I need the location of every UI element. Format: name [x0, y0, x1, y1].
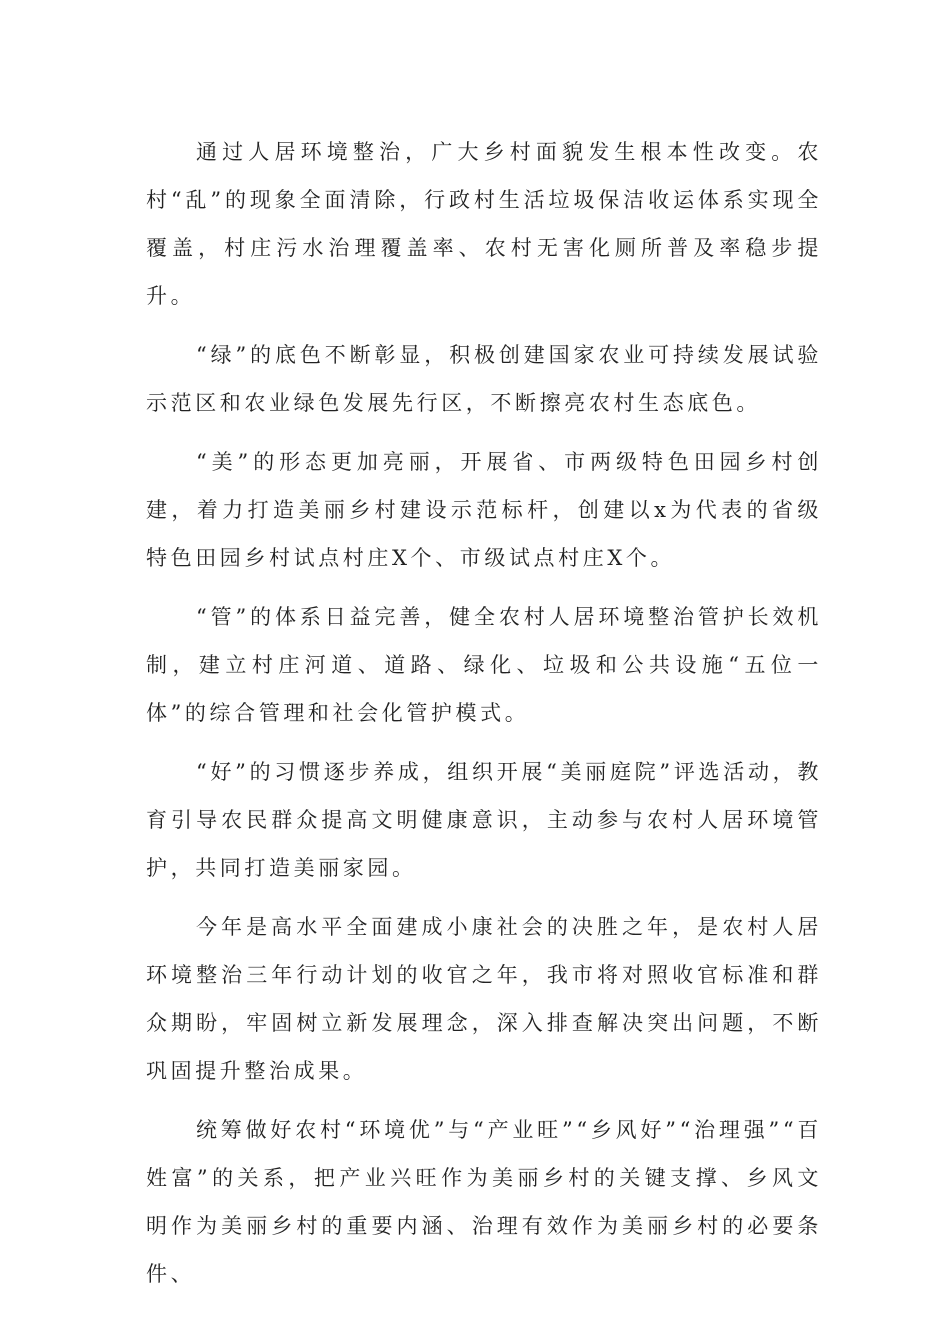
paragraph-3: “美”的形态更加亮丽，开展省、市两级特色田园乡村创建，着力打造美丽乡村建设示范标杆，创建以x为代表的省级特色田园乡村试点村庄X个、市级试点村庄X个。 [146, 450, 822, 570]
paragraph-1: 通过人居环境整治，广大乡村面貌发生根本性改变。农村“乱”的现象全面清除，行政村生活垃圾保洁收运体系实现全覆盖，村庄污水治理覆盖率、农村无害化厕所普及率稳步提升。 [146, 140, 822, 308]
paragraph-5: “好”的习惯逐步养成，组织开展“美丽庭院”评选活动，教育引导农民群众提高文明健康意识，主动参与农村人居环境管护，共同打造美丽家园。 [146, 760, 822, 880]
paragraph-2: “绿”的底色不断彰显，积极创建国家农业可持续发展试验示范区和农业绿色发展先行区，不断擦亮农村生态底色。 [146, 343, 822, 415]
paragraph-7: 统筹做好农村“环境优”与“产业旺”“乡风好”“治理强”“百姓富”的关系，把产业兴旺作为美丽乡村的关键支撑、乡风文明作为美丽乡村的重要内涵、治理有效作为美丽乡村的必要条件、 [146, 1118, 822, 1286]
paragraph-4: “管”的体系日益完善，健全农村人居环境整治管护长效机制，建立村庄河道、道路、绿化、垃圾和公共设施“五位一体”的综合管理和社会化管护模式。 [146, 605, 822, 725]
paragraph-6: 今年是高水平全面建成小康社会的决胜之年，是农村人居环境整治三年行动计划的收官之年，我市将对照收官标准和群众期盼，牢固树立新发展理念，深入排查解决突出问题，不断巩固提升整治成果。 [146, 915, 822, 1083]
